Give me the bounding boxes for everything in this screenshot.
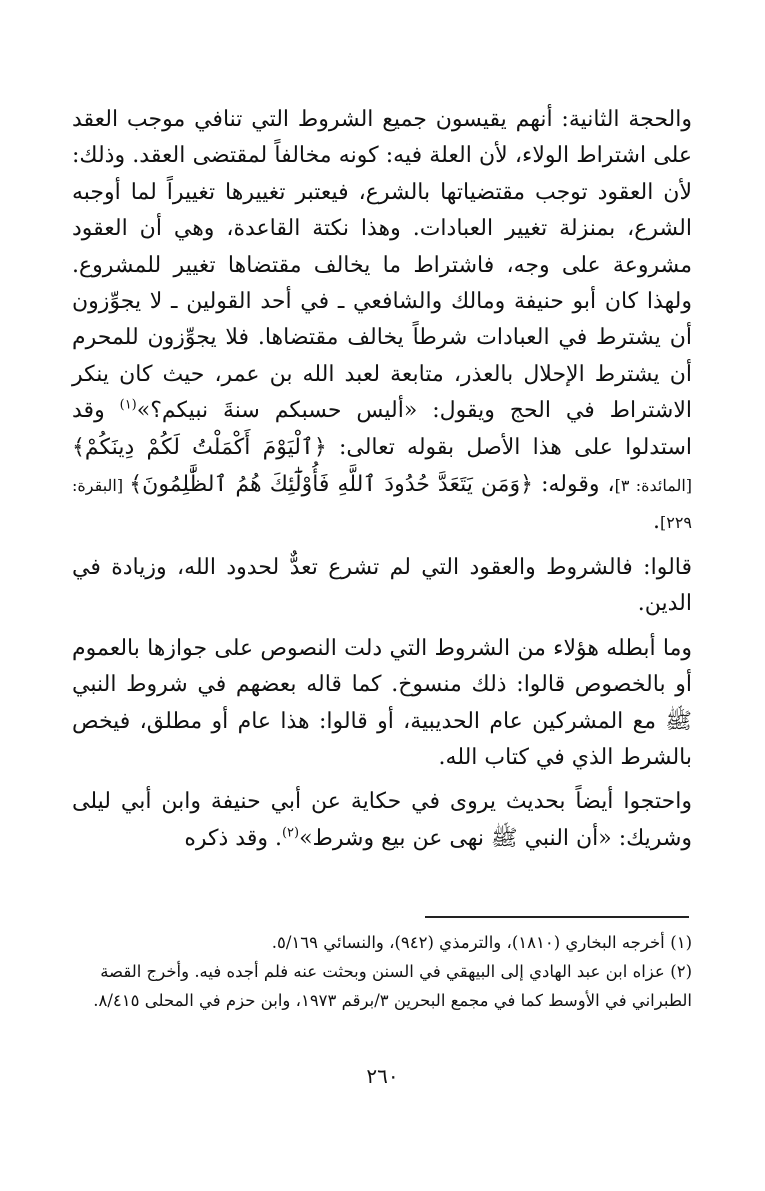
verse-reference-2: [البقرة: ٢٢٩] [72, 476, 692, 533]
paragraph-2: قالوا: فالشروط والعقود التي لم تشرع تعدٌّ لحدود الله، وزيادة في الدين. [72, 554, 692, 617]
footnote-2-number: (٢) [670, 962, 692, 981]
footnote-ref-1: (١) [119, 397, 137, 413]
paragraph-4 [72, 784, 692, 857]
paragraph-1-text-a: والحجة الثانية: أنهم يقيسون جميع الشروط التي تنافي موجب العقد على اشتراط الولاء، لأن العلة فيه: كونه مخالفاً لمقتضى العقد. وذلك: لأن العقود توجب مقتضياتها بالشرع، فيعتبر تغييرها تغييراً لما أوجبه الشرع، بمنزلة تغيير العبادات. وهذا نكتة القاعدة، وهي أن العقود مشروعة على وجه، فاشتراط ما يخالف مقتضاها تغيير للمشروع. ولهذا كان أبو حنيفة ومالك والشافعي ـ في أحد القولين ـ لا يجوِّزون أن يشترط في العبادات شرطاً يخالف مقتضاها. فلا يجوِّزون للمحرم أن يشترط الإحلال بالعذر، متابعة لعبد الله بن عمر، حيث كان ينكر الاشتراط في الحج ويقول: «أليس حسبكم سنةَ نبيكم؟» [72, 107, 692, 424]
paragraph-1 [72, 102, 692, 542]
page-number: ٢٦٠ [366, 1064, 399, 1088]
paragraph-4-text-a: واحتجوا أيضاً بحديث يروى في حكاية عن أبي حنيفة وابن أبي ليلى وشريك: «أن النبي ﷺ نهى عن بيع وشرط» [72, 789, 692, 851]
main-text [72, 102, 692, 857]
footnote-1-number: (١) [670, 933, 692, 952]
footnote-1-text: أخرجه البخاري (١٨١٠)، والترمذي (٩٤٢)، والنسائي ٥/١٦٩. [271, 933, 665, 952]
paragraph-1-text-b: وقد استدلوا على هذا الأصل بقوله تعالى: [72, 398, 693, 460]
quran-verse-1: ﴿ٱلْيَوْمَ أَكْمَلْتُ لَكُمْ دِينَكُمْ﴾ [72, 434, 327, 460]
paragraph-3: وما أبطله هؤلاء من الشروط التي دلت النصوص على جوازها بالعموم أو بالخصوص قالوا: ذلك منسوخ. كما قاله بعضهم في شروط النبي ﷺ مع المشركين عام الحديبية، أو قالوا: هذا عام أو مطلق، فيخص بالشرط الذي في كتاب الله. [72, 635, 692, 770]
paragraph-4-text-b: . وقد ذكره [184, 825, 282, 851]
footnote-2-text: عزاه ابن عبد الهادي إلى البيهقي في السنن وبحثت عنه فلم أجده فيه. وأخرج القصة الطبراني في الأوسط كما في مجمع البحرين ٣/برقم ١٩٧٣، وابن حزم في المحلى ٨/٤١٥. [93, 962, 692, 1010]
verse-reference-1: [المائدة: ٣] [614, 476, 692, 496]
footnote-ref-2: (٢) [281, 825, 300, 841]
footnote-1 [72, 928, 692, 957]
footnote-2 [72, 957, 692, 1015]
footnotes [72, 928, 692, 1015]
paragraph-1-end: . [652, 509, 660, 535]
footnote-separator [425, 916, 689, 918]
quran-verse-2: ﴿وَمَن يَتَعَدَّ حُدُودَ ٱللَّهِ فَأُوْلَٰٓئِكَ هُمُ ٱلظَّٰلِمُونَ﴾ [129, 472, 533, 498]
paragraph-1-text-c: ، وقوله: [532, 472, 615, 498]
